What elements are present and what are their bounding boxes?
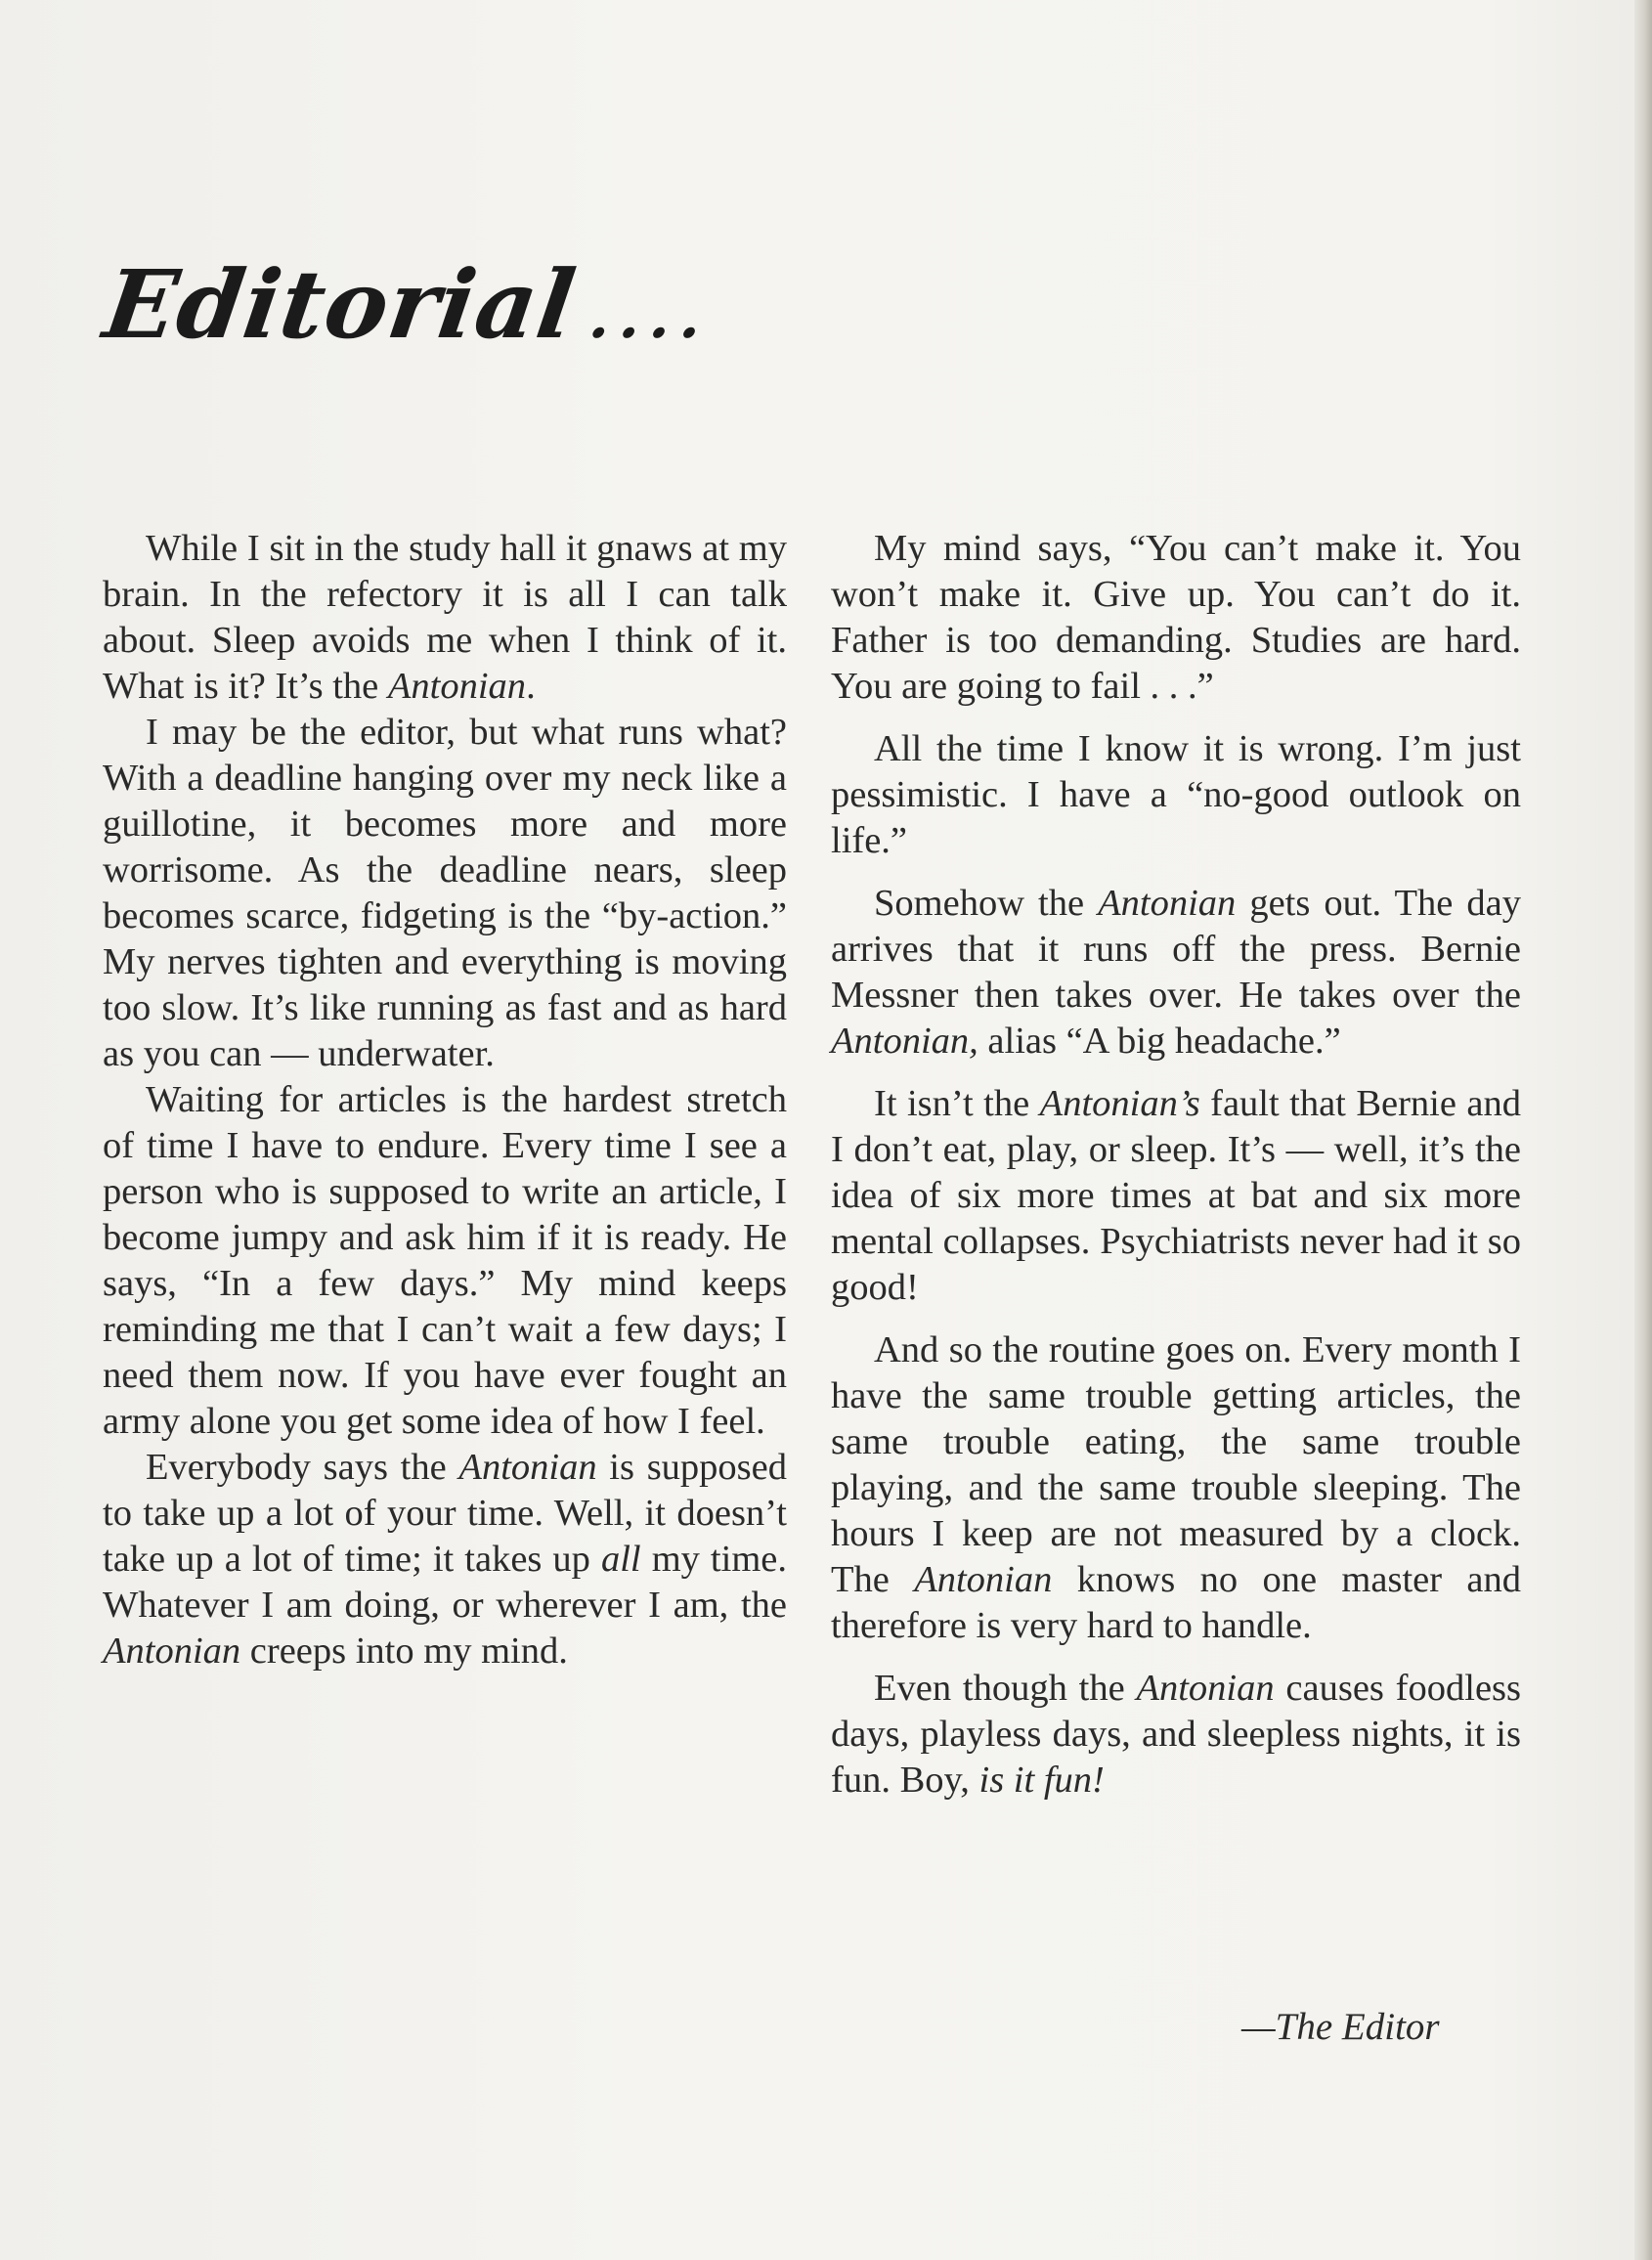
paragraph bbox=[103, 1077, 787, 1445]
paragraph bbox=[103, 526, 787, 710]
page-binding-edge bbox=[1634, 0, 1652, 2260]
text-run: All the time I know it is wrong. I’m just pessimistic. I have a “no-good outlook on life.” bbox=[831, 728, 1521, 861]
text-run: is supposed to take up a lot of your time. Well, it doesn’t take up a lot of time; it takes up bbox=[103, 1447, 788, 1580]
text-run: fault that Bernie and I don’t eat, play, or sleep. It’s — well, it’s the idea of six more times at bat and six more mental collapses. Psychiatrists never had it so good! bbox=[831, 1083, 1521, 1308]
paragraph bbox=[831, 526, 1521, 710]
editor-signature: —The Editor bbox=[1241, 2006, 1440, 2048]
italic-text: Antonian bbox=[103, 1630, 241, 1672]
text-run: gets out. The day arrives that it runs off the press. Bernie Messner then takes over. He takes over the bbox=[831, 883, 1521, 1016]
paragraph bbox=[831, 726, 1521, 864]
text-run: creeps into my mind. bbox=[240, 1630, 568, 1672]
italic-text: is it fun! bbox=[978, 1760, 1105, 1801]
paragraph bbox=[831, 1666, 1521, 1804]
paragraph bbox=[103, 710, 787, 1077]
text-run: my time. Whatever I am doing, or wherever I am, the bbox=[103, 1539, 787, 1626]
paragraph bbox=[103, 1445, 787, 1674]
text-run: My mind says, “You can’t make it. You won’t make it. Give up. You can’t do it. Father is too demanding. Studies are hard. You are going to fail . . .” bbox=[831, 528, 1521, 707]
text-run: And so the routine goes on. Every month I have the same trouble getting articles, the same trouble eating, the same trouble playing, and the same trouble sleeping. The hours I keep are not measured by a clock. The bbox=[831, 1329, 1521, 1600]
italic-text: Antonian bbox=[387, 666, 527, 707]
text-run: knows no one master and therefore is very hard to handle. bbox=[831, 1559, 1521, 1646]
text-run: It isn’t the bbox=[874, 1083, 1040, 1124]
right-column bbox=[831, 526, 1521, 1804]
left-column bbox=[103, 526, 787, 1674]
text-run: Waiting for articles is the hardest stretch of time I have to endure. Every time I see a person who is supposed to write an article, I become jumpy and ask him if it is ready. He says, “In a few days.” My mind keeps reminding me that I can’t wait a few days; I need them now. If you have ever fought an army alone you get some idea of how I feel. bbox=[103, 1079, 787, 1442]
paragraph bbox=[831, 881, 1521, 1065]
text-run: Even though the bbox=[874, 1668, 1137, 1709]
text-run: alias “A big headache.” bbox=[978, 1021, 1341, 1062]
italic-text: Antonian bbox=[1098, 883, 1237, 924]
text-run: While I sit in the study hall it gnaws at my brain. In the refectory it is all I can talk about. Sleep avoids me when I think of it. What is it? It’s the bbox=[103, 528, 787, 707]
text-run: Somehow the bbox=[874, 883, 1099, 924]
text-run: . bbox=[526, 666, 536, 707]
text-run: Everybody says the bbox=[146, 1447, 459, 1488]
italic-text: Antonian bbox=[1136, 1668, 1275, 1709]
text-run: causes foodless days, playless days, and sleepless nights, it is fun. Boy, bbox=[831, 1668, 1521, 1801]
italic-text: Antonian bbox=[458, 1447, 597, 1488]
italic-text: Antonian, bbox=[831, 1021, 978, 1062]
italic-text: Antonian’s bbox=[1039, 1083, 1200, 1124]
paragraph bbox=[831, 1327, 1521, 1649]
italic-text: Antonian bbox=[914, 1559, 1053, 1600]
title-text: Editorial bbox=[98, 249, 583, 360]
title-ellipsis: .... bbox=[586, 283, 717, 352]
page-title bbox=[98, 249, 720, 360]
italic-text: all bbox=[600, 1539, 641, 1580]
paragraph bbox=[831, 1081, 1521, 1311]
text-run: I may be the editor, but what runs what? With a deadline hanging over my neck like a guillotine, it becomes more and more worrisome. As the deadline nears, sleep becomes scarce, fidgeting is the “by-action.” My nerves tighten and everything is moving too slow. It’s like running as fast and as hard as you can — underwater. bbox=[103, 712, 787, 1074]
